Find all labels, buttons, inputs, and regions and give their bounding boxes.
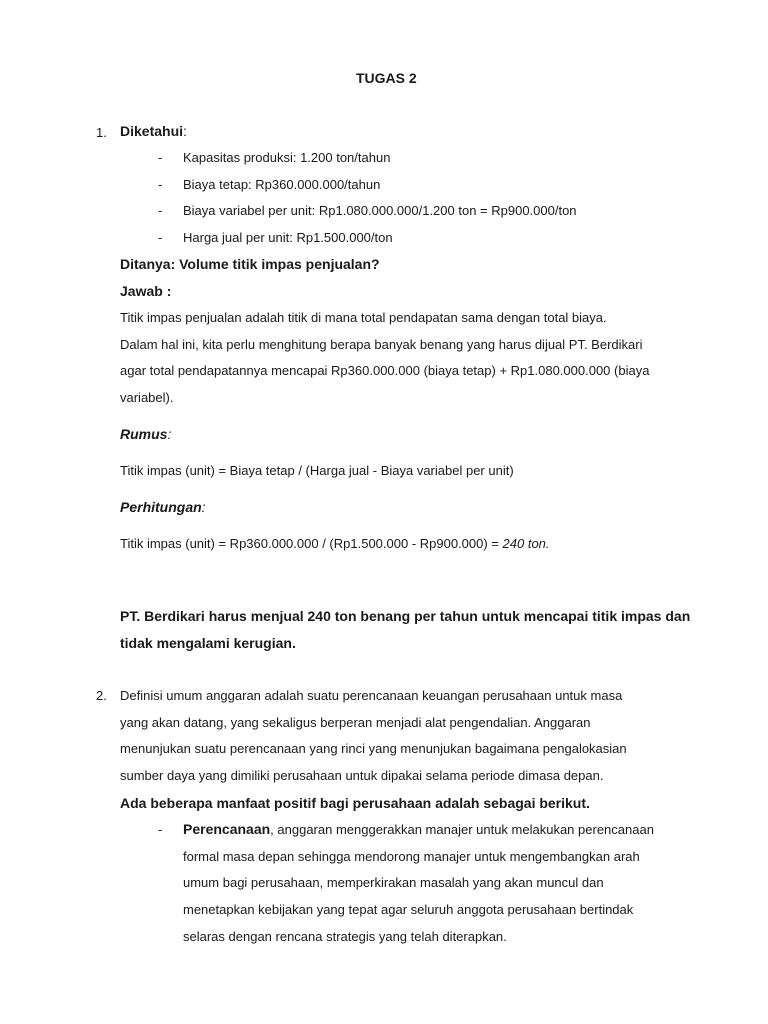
formula-text: Titik impas (unit) = Biaya tetap / (Harga jual - Biaya variabel per unit) [120,463,514,478]
dash-3: - [158,203,163,218]
benefit-line-3: umum bagi perusahaan, memperkirakan masalah yang akan muncul dan [183,875,604,890]
calc-text [120,536,550,551]
document-title: TUGAS 2 [356,70,417,86]
benefits-heading: Ada beberapa manfaat positif bagi perusahaan adalah sebagai berikut. [120,795,590,811]
answer-line-3: agar total pendapatannya mencapai Rp360.000.000 (biaya tetap) + Rp1.080.000.000 (biaya [120,363,650,378]
dash-4: - [158,230,163,245]
known-item-3: Biaya variabel per unit: Rp1.080.000.000/1.200 ton = Rp900.000/ton [183,203,577,218]
q1-asked [120,256,380,272]
benefit-term: Perencanaan [183,821,271,837]
dash-2: - [158,177,163,192]
formula-heading [120,426,171,442]
calc-heading [120,499,206,515]
formula-label: Rumus [120,426,168,442]
q1-asked-text: : Volume titik impas penjualan? [170,256,380,272]
definition-line-4: sumber daya yang dimiliki perusahaan untuk dipakai selama periode dimasa depan. [120,768,604,783]
benefit-line-5: selaras dengan rencana strategis yang telah diterapkan. [183,929,507,944]
q1-number: 1. [96,125,107,140]
calc-main: Titik impas (unit) = Rp360.000.000 / (Rp1.500.000 - Rp900.000) = [120,536,503,551]
formula-colon: : [167,426,172,442]
q1-known-heading [120,123,187,139]
answer-line-1: Titik impas penjualan adalah titik di mana total pendapatan sama dengan total biaya. [120,310,607,325]
definition-line-2: yang akan datang, yang sekaligus berperan menjadi alat pengendalian. Anggaran [120,715,591,730]
calc-label: Perhitungan [120,499,202,515]
q1-asked-label: Ditanya [120,256,171,272]
q1-known-colon: : [183,123,187,139]
answer-line-4: variabel). [120,390,174,405]
q2-number: 2. [96,688,107,703]
known-item-1: Kapasitas produksi: 1.200 ton/tahun [183,150,391,165]
conclusion-line-1: PT. Berdikari harus menjual 240 ton benang per tahun untuk mencapai titik impas dan [120,608,691,624]
benefit-line-1 [183,821,654,837]
definition-line-3: menunjukan suatu perencanaan yang rinci yang menunjukan bagaimana pengalokasian [120,741,627,756]
benefit-line-4: menetapkan kebijakan yang tepat agar seluruh anggota perusahaan bertindak [183,902,634,917]
answer-line-2: Dalam hal ini, kita perlu menghitung berapa banyak benang yang harus dijual PT. Berdikari [120,337,643,352]
calc-result: 240 ton. [502,536,550,551]
benefit-line-1-text: , anggaran menggerakkan manajer untuk melakukan perencanaan [270,822,654,837]
known-item-4: Harga jual per unit: Rp1.500.000/ton [183,230,393,245]
definition-line-1: Definisi umum anggaran adalah suatu perencanaan keuangan perusahaan untuk masa [120,688,623,703]
q1-known-label: Diketahui [120,123,184,139]
benefit-dash: - [158,822,163,837]
benefit-line-2: formal masa depan sehingga mendorong manajer untuk mengembangkan arah [183,849,640,864]
calc-colon: : [201,499,206,515]
q1-answer-label: Jawab : [120,283,172,299]
known-item-2: Biaya tetap: Rp360.000.000/tahun [183,177,381,192]
conclusion-line-2: tidak mengalami kerugian. [120,635,296,651]
dash-1: - [158,150,163,165]
